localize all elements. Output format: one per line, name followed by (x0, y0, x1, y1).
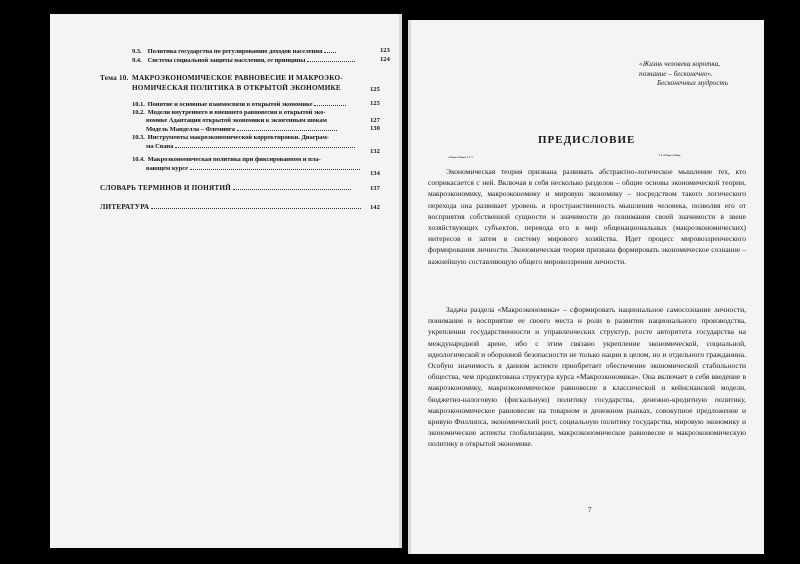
toc-page-number: 123 (380, 47, 390, 54)
toc-topic-label[interactable]: Тема 10. (100, 74, 129, 82)
toc-entry-10-3-line2[interactable] (146, 142, 355, 151)
toc-number: 10.2. (132, 109, 145, 116)
toc-entry-10-1[interactable] (132, 100, 346, 109)
toc-number: 10.3. (132, 134, 145, 141)
toc-page-number: 125 (370, 100, 380, 107)
epigraph (639, 60, 728, 89)
ornament-right-icon: ⸱⸱⁓⁓ (658, 150, 681, 160)
toc-number: 9.4. (132, 57, 142, 64)
toc-entry-10-2[interactable] (132, 109, 325, 117)
toc-text: Инструменты макроэкономической корректировки. Диаграм- (147, 134, 329, 141)
toc-entry-10-2-line2[interactable] (146, 117, 327, 125)
toc-text: Политика государства по регулированию доходов населения (147, 48, 323, 55)
toc-topic-line[interactable]: НОМИЧЕСКАЯ ПОЛИТИКА В ОТКРЫТОЙ ЭКОНОМИКЕ (132, 84, 341, 92)
epigraph-line: познание – бесконечно». (639, 69, 713, 78)
toc-text: ма Свана (146, 143, 174, 150)
page-title: ПРЕДИСЛОВИЕ (538, 134, 636, 146)
left-page (50, 14, 402, 548)
epigraph-author: Бесконечных мудрость (657, 79, 728, 87)
toc-text: Модели внутреннего и внешнего равновесия в открытой эко- (147, 109, 326, 116)
toc-page-number: 127 (370, 117, 380, 124)
page-number: 7 (588, 506, 592, 514)
ornament-left-icon: ⁓⁓⸱⸱⸱ (448, 152, 474, 162)
right-page (408, 20, 764, 554)
epigraph-line: «Жизнь человека коротка, (639, 60, 720, 68)
toc-text: вающем курсе (146, 165, 188, 172)
toc-glossary[interactable] (100, 184, 351, 193)
toc-page-number: 142 (370, 204, 380, 211)
page-edge (399, 14, 402, 548)
toc-number: 10.1. (132, 101, 145, 108)
toc-page-number: 137 (370, 185, 380, 192)
toc-page-number: 134 (370, 170, 380, 177)
toc-entry-10-4-line2[interactable] (146, 164, 360, 173)
toc-entry-10-3[interactable] (132, 134, 329, 142)
toc-number: 10.4. (132, 156, 145, 163)
toc-text: Макроэкономическая политика при фиксированном и пла- (147, 156, 321, 163)
preface-paragraph-1: Экономическая теория призвана развивать абстрактно-логическое мышление тех, кто соприкасается с ней. Включая в себя несколько разделов – общие основы экономической теории, макроэкономику, макроэкономику и мировую экономику – посредством такого логического перехода она развивает уровень и пространственность мышления человека, позволяя его от восприятия собственной сущности и значимости до понимания своей значимости в звене хозяйствующих субъектов, перевода его в мир общенациональных (макроэкономических) интересов и затем в систему мирового хозяйства. Идет процесс мировоззренческого формирования личности. Экономическая теория призвана формировать экономическое сознание – важнейшую составляющую общего мировоззрения личности. (428, 167, 746, 266)
toc-topic-line[interactable]: МАКРОЭКОНОМИЧЕСКОЕ РАВНОВЕСИЕ И МАКРОЭКО- (132, 74, 343, 82)
toc-entry-9-3[interactable] (132, 47, 336, 56)
toc-text: СЛОВАРЬ ТЕРМИНОВ И ПОНЯТИЙ (100, 184, 231, 192)
toc-page-number: 125 (370, 86, 380, 93)
toc-text: номике Адаптация открытой экономики к экзогенным шокам (146, 117, 327, 124)
toc-entry-10-2-line3[interactable] (146, 125, 337, 134)
page-edge (408, 20, 411, 554)
toc-entry-9-4[interactable] (132, 56, 355, 65)
toc-text: Модель Манделла – Флеминга (146, 126, 235, 133)
preface-paragraph-2: Задача раздела «Макроэкономика» – сформировать национальное самосознание личности, понимание и восприятие ее своего места и роли в развитии национального производства, укреплении государственности и управленческих структур, росте авторитета государства на международной арене, ибо с этим связано укрепление экономической, социальной, идеологической и оборонной безопасности не только нации в целом, но и отдельного гражданина. Особую значимость в данном аспекте приобретает обеспечение экономической стабильности общества, чем продиктована структура курса «Макроэкономика». Она включает в себя введение в макроэкономику, макроэкономическое равновесие в классической и кейнсианской модели, бюджетно-налоговую (фискальную) политику государства, денежно-кредитную политику, макроэкономическое равновесие на товарном и денежном рынках, совокупное предложение и кривую Филлипса, экономический рост, социальную политику государства, мировую экономику и экономические аспекты глобализации, макроэкономическое равновесие и макроэкономическую политику в открытой экономике. (428, 305, 746, 449)
toc-entry-10-4[interactable] (132, 156, 321, 164)
toc-text: Система социальной защиты населения, ее принципы (147, 57, 306, 64)
toc-page-number: 124 (380, 56, 390, 63)
toc-literature[interactable] (100, 203, 361, 212)
toc-text: Понятие и основные взаимосвязи в открытой экономике (147, 101, 313, 108)
toc-page-number: 132 (370, 148, 380, 155)
toc-text: ЛИТЕРАТУРА (100, 203, 150, 211)
toc-number: 9.3. (132, 48, 142, 55)
toc-page-number: 130 (370, 125, 380, 132)
